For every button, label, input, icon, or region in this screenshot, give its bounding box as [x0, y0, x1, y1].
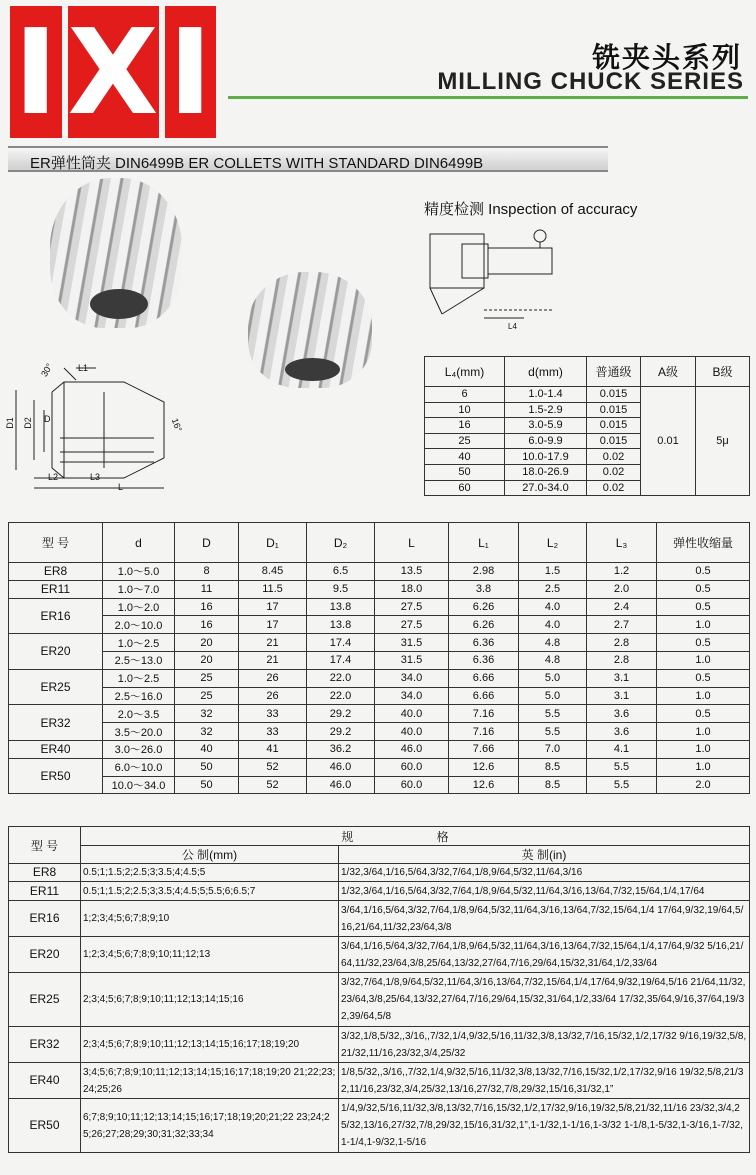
collet-type: ER16 — [9, 598, 103, 634]
table-cell: 1.0～7.0 — [103, 580, 175, 598]
metric-sizes: 6;7;8;9;10;11;12;13;14;15;16;17;18;19;20;21;22 23;24;25;26;27;28;29;30;31;32;33;34 — [81, 1099, 339, 1153]
collet-type: ER40 — [9, 740, 103, 758]
table-cell: 0.02 — [587, 464, 641, 480]
table-cell: 60.0 — [375, 758, 449, 776]
table-cell: 27.5 — [375, 598, 449, 616]
table-cell: 31.5 — [375, 651, 449, 669]
table-cell: 4.1 — [587, 740, 657, 758]
column-header: d — [103, 523, 175, 563]
collet-type: ER8 — [9, 563, 103, 581]
table-row — [9, 598, 750, 616]
column-header: 规 格 — [81, 827, 750, 846]
table-cell: 10.0-17.9 — [505, 449, 587, 465]
imperial-sizes: 3/32,7/64,1/8,9/64,5/32,11/64,3/16,13/64,7/32,15/64,1/4,17/64,9/32,19/64,5/16 21/64,11/32,23/64,3/8,25/64,13/32,27/64,7/16,29/64,15/32,31/64,1/2,33/64 17/32,35/64,9/16,37/64,19/32,39/64,5/8 — [339, 973, 750, 1027]
table-cell: 17 — [239, 616, 307, 634]
metric-sizes: 3;4;5;6;7;8;9;10;11;12;13;14;15;16;17;18;19;20 21;22;23;24;25;26 — [81, 1063, 339, 1099]
column-header: A级 — [641, 357, 696, 387]
logo-letter-block — [165, 3, 217, 141]
table-cell: 8 — [175, 563, 239, 581]
inspection-label: 精度检测 Inspection of accuracy — [424, 201, 638, 218]
table-cell: 10.0～34.0 — [103, 776, 175, 794]
table-cell: 17.4 — [307, 651, 375, 669]
table-row — [9, 864, 750, 882]
imperial-sizes: 3/64,1/16,5/64,3/32,7/64,1/8,9/64,5/32,11/64,3/16,13/64,7/32,15/64,1/4,17/64,9/32 5/16,21/64,11/32,23/64,3/8,25/64,13/32,27/64,7/16,29/64,15/32,31/64,1/2,33/64 — [339, 937, 750, 973]
table-cell: 1.5-2.9 — [505, 402, 587, 418]
table-cell: 6.0-9.9 — [505, 433, 587, 449]
table-cell: 2.8 — [587, 651, 657, 669]
table-row — [9, 616, 750, 634]
table-cell: 13.8 — [307, 598, 375, 616]
drawing-label-l3: L3 — [90, 472, 101, 482]
table-cell: 4.0 — [519, 616, 587, 634]
table-row — [9, 882, 750, 901]
accuracy-table-header — [425, 357, 750, 387]
collet-type: ER8 — [9, 864, 81, 882]
column-header: D₂ — [307, 523, 375, 563]
imperial-sizes: 3/64,1/16,5/64,3/32,7/64,1/8,9/64,5/32,11/64,3/16,13/64,7/32,15/64,1/4 17/64,9/32,19/64,5/16,21/64,11/32,23/64,3/8 — [339, 901, 750, 937]
table-row — [9, 705, 750, 723]
a-grade-value: 0.01 — [641, 387, 696, 496]
table-cell: 7.66 — [449, 740, 519, 758]
table-cell: 0.015 — [587, 402, 641, 418]
table-cell: 3.1 — [587, 687, 657, 705]
table-row — [9, 634, 750, 652]
table-cell: 25 — [175, 687, 239, 705]
table-cell: 16 — [175, 598, 239, 616]
table-cell: 6.66 — [449, 687, 519, 705]
table-cell: 33 — [239, 705, 307, 723]
table-row — [9, 723, 750, 741]
table-cell: 52 — [239, 758, 307, 776]
table-cell: 18.0 — [375, 580, 449, 598]
table-cell: 8.5 — [519, 776, 587, 794]
table-cell: 12.6 — [449, 758, 519, 776]
logo-letter-block — [67, 3, 159, 141]
table-cell: 50 — [425, 464, 505, 480]
table-cell: 1.0～5.0 — [103, 563, 175, 581]
table-cell: 3.8 — [449, 580, 519, 598]
table-cell: 34.0 — [375, 669, 449, 687]
drawing-label-l2: L2 — [48, 472, 59, 482]
table-cell: 1.0-1.4 — [505, 387, 587, 403]
table-cell: 4.8 — [519, 651, 587, 669]
collet-sizes-table — [8, 826, 750, 1153]
table-cell: 12.6 — [449, 776, 519, 794]
table-cell: 1.0 — [657, 616, 750, 634]
table-cell: 33 — [239, 723, 307, 741]
table-cell: 6.26 — [449, 616, 519, 634]
table-cell: 6.36 — [449, 634, 519, 652]
table-cell: 1.2 — [587, 563, 657, 581]
table-cell: 0.015 — [587, 433, 641, 449]
column-header: 英 制(in) — [339, 846, 750, 864]
table-cell: 18.0-26.9 — [505, 464, 587, 480]
table-cell: 2.5～16.0 — [103, 687, 175, 705]
table-cell: 46.0 — [375, 740, 449, 758]
column-header: B级 — [696, 357, 750, 387]
table-cell: 0.5 — [657, 563, 750, 581]
drawing-label-l: L — [118, 482, 124, 492]
logo-letter: I — [168, 3, 213, 141]
drawing-label-half-angle: 16° — [169, 416, 184, 434]
imperial-sizes: 1/4,9/32,5/16,11/32,3/8,13/32,7/16,15/32,1/2,17/32,9/16,19/32,5/8,21/32,11/16 23/32,3/4,25/32,13/16,27/32,7/8,29/32,15/16,31/32,1”,1-1/32,1-1/16,1-3/32 1-1/8,1-5/32,1-3/16,1-7/32,1-1/4,1-9/32,1-5/16 — [339, 1099, 750, 1153]
table-cell: 0.5 — [657, 669, 750, 687]
table-cell: 32 — [175, 705, 239, 723]
table-cell: 13.5 — [375, 563, 449, 581]
table-cell: 40 — [175, 740, 239, 758]
drawing-label-d2: D2 — [22, 417, 33, 429]
table-row — [9, 669, 750, 687]
drawing-label-angle: 30° — [39, 361, 55, 379]
table-cell: 3.6 — [587, 705, 657, 723]
table-cell: 21 — [239, 651, 307, 669]
drawing-label-d: D — [44, 414, 51, 424]
table-cell: 22.0 — [307, 669, 375, 687]
table-cell: 4.8 — [519, 634, 587, 652]
table-row — [9, 687, 750, 705]
collet-type: ER20 — [9, 634, 103, 670]
table-cell: 0.015 — [587, 418, 641, 434]
collet-type: ER11 — [9, 882, 81, 901]
table-cell: 5.5 — [587, 776, 657, 794]
metric-sizes: 1;2;3;4;5;6;7;8;9;10 — [81, 901, 339, 937]
table-cell: 29.2 — [307, 723, 375, 741]
table-cell: 3.5～20.0 — [103, 723, 175, 741]
collet-photo — [248, 272, 372, 388]
brand-logo — [10, 3, 216, 141]
column-header: L₁ — [449, 523, 519, 563]
table-row — [9, 580, 750, 598]
table-row — [9, 776, 750, 794]
table-cell: 5.5 — [587, 758, 657, 776]
inspection-drawing — [424, 222, 564, 342]
logo-letter: X — [67, 3, 159, 141]
table-cell: 1.0 — [657, 687, 750, 705]
table-cell: 50 — [175, 776, 239, 794]
table-cell: 27.5 — [375, 616, 449, 634]
table-cell: 36.2 — [307, 740, 375, 758]
table-cell: 0.5 — [657, 705, 750, 723]
section-heading-bar — [8, 146, 608, 172]
table-cell: 1.0～2.5 — [103, 634, 175, 652]
table-row — [9, 937, 750, 973]
dimensions-table-header — [9, 523, 750, 563]
table-cell: 25 — [175, 669, 239, 687]
table-cell: 7.16 — [449, 723, 519, 741]
inspection-label-l4: L4 — [508, 322, 517, 331]
metric-sizes: 0.5;1;1.5;2;2.5;3;3.5;4;4.5;5 — [81, 864, 339, 882]
column-header: 弹性收缩量 — [657, 523, 750, 563]
collet-dimensions-table — [8, 522, 750, 794]
table-cell: 11 — [175, 580, 239, 598]
table-cell: 26 — [239, 687, 307, 705]
table-cell: 60 — [425, 480, 505, 496]
table-cell: 1.0 — [657, 723, 750, 741]
table-cell: 5.5 — [519, 723, 587, 741]
table-cell: 1.0 — [657, 758, 750, 776]
accuracy-table — [424, 356, 750, 496]
table-cell: 5.0 — [519, 687, 587, 705]
table-cell: 2.0～10.0 — [103, 616, 175, 634]
table-cell: 27.0-34.0 — [505, 480, 587, 496]
table-cell: 17.4 — [307, 634, 375, 652]
metric-sizes: 2;3;4;5;6;7;8;9;10;11;12;13;14;15;16;17;18;19;20 — [81, 1027, 339, 1063]
column-header: L — [375, 523, 449, 563]
table-cell: 40.0 — [375, 723, 449, 741]
table-row — [9, 740, 750, 758]
logo-letter-block — [10, 3, 62, 141]
table-cell: 2.0 — [587, 580, 657, 598]
column-header: 型 号 — [9, 523, 103, 563]
page-title-en: MILLING CHUCK SERIES — [437, 68, 744, 95]
collet-type: ER50 — [9, 1099, 81, 1153]
table-cell: 2.0～3.5 — [103, 705, 175, 723]
column-header: 型 号 — [9, 827, 81, 864]
collet-type: ER20 — [9, 937, 81, 973]
table-cell: 60.0 — [375, 776, 449, 794]
table-cell: 16 — [175, 616, 239, 634]
table-cell: 4.0 — [519, 598, 587, 616]
imperial-sizes: 1/8,5/32,,3/16,,7/32,1/4,9/32,5/16,11/32,3/8,13/32,7/16,15/32,1/2,17/32,9/16 19/32,5/8,21/32,11/16,23/32,3/4,25/32,13/16,27/32,7/8,29/32,15/16,31/32,1” — [339, 1063, 750, 1099]
column-header: D₁ — [239, 523, 307, 563]
table-cell: 2.5 — [519, 580, 587, 598]
column-header: L₃ — [587, 523, 657, 563]
table-cell: 6.26 — [449, 598, 519, 616]
imperial-sizes: 1/32,3/64,1/16,5/64,3/32,7/64,1/8,9/64,5/32,11/64,3/16 — [339, 864, 750, 882]
table-cell: 6.36 — [449, 651, 519, 669]
table-cell: 0.015 — [587, 387, 641, 403]
column-header: L₂ — [519, 523, 587, 563]
table-cell: 8.5 — [519, 758, 587, 776]
table-cell: 50 — [175, 758, 239, 776]
table-cell: 22.0 — [307, 687, 375, 705]
collet-type: ER25 — [9, 973, 81, 1027]
table-cell: 41 — [239, 740, 307, 758]
table-cell: 46.0 — [307, 776, 375, 794]
table-cell: 40 — [425, 449, 505, 465]
table-cell: 0.5 — [657, 634, 750, 652]
collet-type: ER32 — [9, 705, 103, 741]
collet-type: ER40 — [9, 1063, 81, 1099]
table-cell: 11.5 — [239, 580, 307, 598]
table-cell: 31.5 — [375, 634, 449, 652]
collet-type: ER16 — [9, 901, 81, 937]
table-cell: 6.66 — [449, 669, 519, 687]
table-cell: 25 — [425, 433, 505, 449]
metric-sizes: 0.5;1;1.5;2;2.5;3;3.5;4;4.5;5;5.5;6;6.5;7 — [81, 882, 339, 901]
table-cell: 8.45 — [239, 563, 307, 581]
table-cell: 0.5 — [657, 580, 750, 598]
table-row — [425, 387, 750, 403]
column-header: 普通级 — [587, 357, 641, 387]
table-cell: 5.0 — [519, 669, 587, 687]
table-cell: 1.0 — [657, 740, 750, 758]
table-cell: 3.0-5.9 — [505, 418, 587, 434]
table-cell: 1.0～2.5 — [103, 669, 175, 687]
table-row — [9, 563, 750, 581]
table-cell: 1.0～2.0 — [103, 598, 175, 616]
column-header: 公 制(mm) — [81, 846, 339, 864]
table-cell: 9.5 — [307, 580, 375, 598]
imperial-sizes: 3/32,1/8,5/32,,3/16,,7/32,1/4,9/32,5/16,11/32,3/8,13/32,7/16,15/32,1/2,17/32 9/16,19/32,5/8,21/32,11/16,23/32,3/4,25/32 — [339, 1027, 750, 1063]
table-cell: 26 — [239, 669, 307, 687]
table-cell: 1.5 — [519, 563, 587, 581]
metric-sizes: 1;2;3;4;5;6;7;8;9;10;11;12;13 — [81, 937, 339, 973]
table-cell: 34.0 — [375, 687, 449, 705]
table-cell: 52 — [239, 776, 307, 794]
imperial-sizes: 1/32,3/64,1/16,5/64,3/32,7/64,1/8,9/64,5/32,11/64,3/16,13/64,7/32,15/64,1/4,17/64 — [339, 882, 750, 901]
table-row — [9, 1099, 750, 1153]
table-cell: 32 — [175, 723, 239, 741]
table-cell: 1.0 — [657, 651, 750, 669]
table-cell: 40.0 — [375, 705, 449, 723]
column-header: L₄(mm) — [425, 357, 505, 387]
table-cell: 2.4 — [587, 598, 657, 616]
table-cell: 21 — [239, 634, 307, 652]
table-cell: 2.98 — [449, 563, 519, 581]
table-cell: 7.0 — [519, 740, 587, 758]
table-row — [9, 1027, 750, 1063]
table-cell: 0.5 — [657, 598, 750, 616]
table-cell: 3.0～26.0 — [103, 740, 175, 758]
table-cell: 46.0 — [307, 758, 375, 776]
table-cell: 6 — [425, 387, 505, 403]
table-cell: 17 — [239, 598, 307, 616]
table-cell: 2.7 — [587, 616, 657, 634]
table-row — [9, 758, 750, 776]
table-cell: 10 — [425, 402, 505, 418]
table-row — [9, 1063, 750, 1099]
drawing-label-l1: L1 — [78, 363, 89, 373]
table-cell: 2.8 — [587, 634, 657, 652]
column-header: d(mm) — [505, 357, 587, 387]
table-cell: 2.5～13.0 — [103, 651, 175, 669]
collet-type: ER32 — [9, 1027, 81, 1063]
collet-type: ER50 — [9, 758, 103, 794]
table-cell: 29.2 — [307, 705, 375, 723]
table-cell: 5.5 — [519, 705, 587, 723]
table-row — [9, 901, 750, 937]
b-grade-value: 5μ — [696, 387, 750, 496]
table-row — [9, 973, 750, 1027]
table-cell: 3.6 — [587, 723, 657, 741]
column-header: D — [175, 523, 239, 563]
table-cell: 0.02 — [587, 449, 641, 465]
metric-sizes: 2;3;4;5;6;7;8;9;10;11;12;13;14;15;16 — [81, 973, 339, 1027]
drawing-label-d1: D1 — [4, 417, 15, 429]
table-cell: 16 — [425, 418, 505, 434]
table-row — [9, 651, 750, 669]
collet-type: ER11 — [9, 580, 103, 598]
table-cell: 7.16 — [449, 705, 519, 723]
page-title-cn: 铣夹头系列 — [591, 41, 742, 74]
table-cell: 20 — [175, 651, 239, 669]
collet-type: ER25 — [9, 669, 103, 705]
table-cell: 0.02 — [587, 480, 641, 496]
table-cell: 6.0～10.0 — [103, 758, 175, 776]
table-cell: 13.8 — [307, 616, 375, 634]
section-heading: ER弹性筒夹 DIN6499B ER COLLETS WITH STANDARD DIN6499B — [30, 155, 484, 172]
accent-divider — [228, 96, 748, 99]
table-cell: 2.0 — [657, 776, 750, 794]
logo-letter: I — [13, 3, 58, 141]
table-cell: 20 — [175, 634, 239, 652]
collet-photo — [50, 178, 182, 328]
table-cell: 3.1 — [587, 669, 657, 687]
table-cell: 6.5 — [307, 563, 375, 581]
